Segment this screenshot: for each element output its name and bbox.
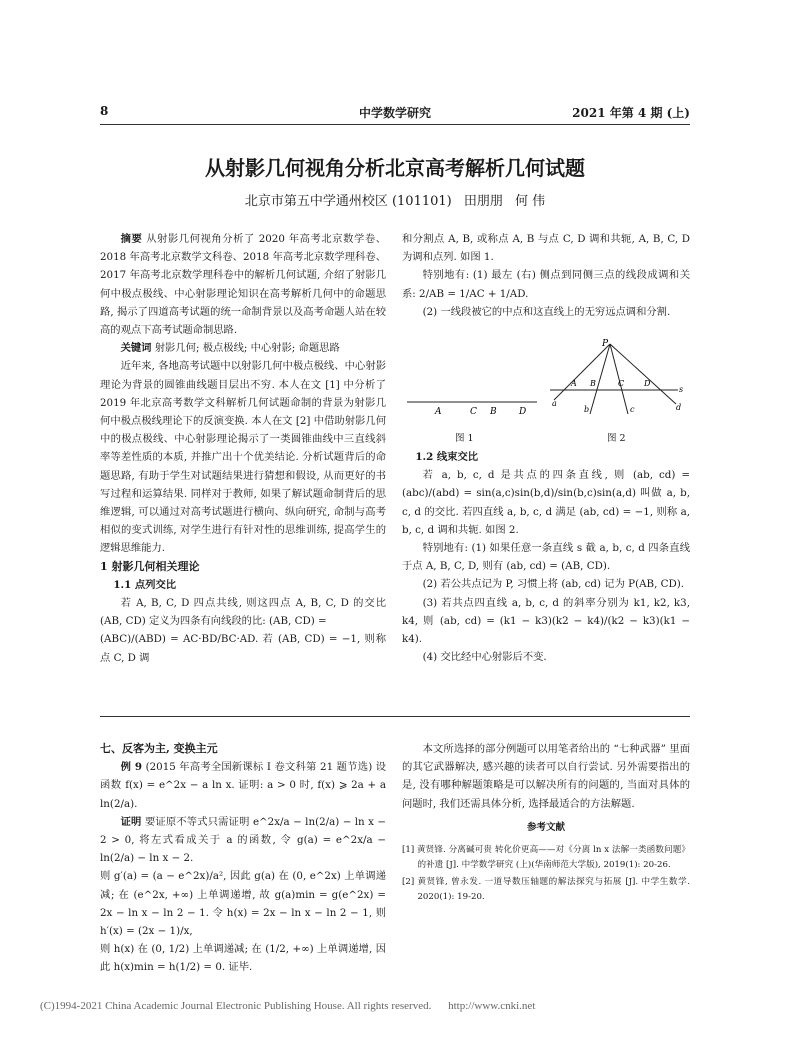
- proof-1: [100, 813, 386, 868]
- journal-name: 中学数学研究: [358, 106, 431, 120]
- fig1-label-a: A: [435, 407, 442, 417]
- figure-2-caption: 图 2: [607, 433, 626, 444]
- keywords: [100, 339, 386, 357]
- right-column: [402, 230, 690, 321]
- author-2: 何 伟: [515, 194, 546, 209]
- abstract-text: 从射影几何视角分析了 2020 年高考北京数学卷、2018 年高考北京数学文科卷、2018 年高考北京数学理科卷、2017 年高考北京数学理科卷中的解析几何试题, 介绍了射影几何中极点极线、中心射影理论知识在高考解析几何中的命题思路, 揭示了四道高考试题的统一命制背景以及高考命题人站在较高的观点下高考试题命制思路.: [100, 233, 386, 337]
- references-list: [402, 843, 690, 905]
- pencil-special-4: (4) 交比经中心射影后不变.: [422, 651, 547, 664]
- subsection-heading-2: 1.2 线束交比: [415, 451, 479, 463]
- closing-paragraph: 本文所选择的部分例题可以用笔者给出的 “七种武器” 里面的其它武器解决, 感兴趣的读者可以自行尝试. 另外需要指出的是, 没有哪种解题策略是可以解决所有的问题的, 当面对具体的问题时, 我们还需具体分析, 选择最适合的方法解题.: [402, 743, 690, 810]
- left-column: [100, 230, 386, 667]
- fig2-label-p: P: [602, 339, 609, 349]
- cross-ratio-definition: 若 A, B, C, D 四点共线, 则这四点 A, B, C, D 的交比 (AB, CD) 定义为四条有向线段的比: (AB, CD) =: [100, 597, 386, 628]
- example-text: (2015 年高考全国新课标 I 卷文科第 21 题节选) 设函数 f(x) = e^2x − a ln x. 证明: a > 0 时, f(x) ⩾ 2a + a ln(2/a).: [100, 761, 387, 810]
- harmonic-definition: 和分割点 A, B, 或称点 A, B 与点 C, D 调和共轭, A, B, C, D 为调和点列. 如图 1.: [402, 233, 690, 264]
- keywords-text: 射影几何; 极点极线; 中心射影; 命题思路: [154, 342, 340, 355]
- fig2-label-line-b: b: [584, 405, 590, 414]
- lower-right-column: [402, 740, 690, 907]
- section-heading: 1 射影几何相关理论: [100, 559, 200, 573]
- cross-ratio-formula: (ABC)/(ABD) = AC·BD/BC·AD. 若 (AB, CD) = −1, 则称点 C, D 调: [100, 633, 386, 664]
- section-divider: [100, 716, 690, 717]
- reference-item: [1] 黄贤锋. 分离碱可贵 转化价更高——对《分离 ln x 法解一类函数问题》的补遗 [J]. 中学数学研究 (上)(华南师范大学版), 2019(1): 20-26.: [402, 845, 690, 871]
- special-case-1: 特别地有: (1) 最左 (右) 侧点到同侧三点的线段成调和关系: 2/AB = 1/AC + 1/AD.: [402, 269, 690, 300]
- fig1-label-b: B: [490, 407, 497, 417]
- affiliation: 北京市第五中学通州校区 (101101): [244, 194, 452, 209]
- pencil-special-2: (2) 若公共点记为 P, 习惯上将 (ab, cd) 记为 P(AB, CD).: [422, 578, 685, 591]
- page-number: 8: [100, 104, 109, 118]
- proof-text-1: 要证原不等式只需证明 e^2x/a − ln(2/a) − ln x − 2 > 0, 将左式看成关于 a 的函数, 令 g(a) = e^2x/a − ln(2/a) − ln x − 2.: [100, 815, 386, 865]
- fig2-label-line-c: c: [630, 405, 635, 414]
- intro-paragraph: 近年来, 各地高考试题中以射影几何中极点极线、中心射影理论为背景的圆锥曲线题目层出不穷. 本人在文 [1] 中分析了 2019 年北京高考数学文科解析几何试题命制的背景为射影几何中极点极线理论下的反演变换. 本人在文 [2] 中借助射影几何中的极点极线、中心射影理论揭示了一类圆锥曲线中三直线斜率等差性质的本质, 并推广出十个优美结论. 分析试题背后的命题思路, 有助于学生对试题结果进行猜想和假设, 从而更好的书写过程和运算结果. 同样对于教师, 如果了解试题命制背后的思维逻辑, 可以通过对高考试题进行横向、纵向研究, 命制与高考相似的变式训练, 对学生进行有针对性的思维训练, 提高学生的逻辑思维能力.: [100, 360, 386, 555]
- fig2-label-b: B: [590, 379, 596, 388]
- cnki-link[interactable]: http://www.cnki.net: [448, 1000, 536, 1012]
- lower-section-heading: 七、反客为主, 变换主元: [100, 742, 218, 755]
- fig2-label-line-a: a: [552, 399, 557, 408]
- fig2-label-c: C: [618, 379, 625, 388]
- subsection-heading: 1.1 点列交比: [113, 578, 177, 591]
- keywords-label: 关键词: [120, 342, 152, 355]
- pencil-special-1: 特别地有: (1) 如果任意一条直线 s 截 a, b, c, d 四条直线于点 A, B, C, D, 则有 (ab, cd) = (AB, CD).: [402, 542, 690, 573]
- reference-item: [2] 黄贤锋, 曾永发. 一道导数压轴题的解法探究与拓展 [J]. 中学生数学. 2020(1): 19-20.: [402, 877, 690, 903]
- fig2-label-line-d: d: [676, 403, 682, 412]
- copyright-text: (C)1994-2021 China Academic Journal Electronic Publishing House. All rights reserved.: [40, 1000, 432, 1012]
- pencil-special-3: (3) 若共点四直线 a, b, c, d 的斜率分别为 k1, k2, k3, k4, 则 (ab, cd) = (k1 − k3)(k2 − k4)/(k2 − k3)(k1 − k4).: [402, 596, 690, 646]
- running-head: [100, 104, 690, 122]
- abstract-label: 摘要: [120, 233, 143, 245]
- example-9: [100, 758, 386, 813]
- fig2-label-a: A: [571, 379, 577, 388]
- footer: [40, 1000, 760, 1012]
- fig2-label-d: D: [644, 379, 651, 388]
- fig2-label-s: s: [679, 385, 684, 394]
- right-column-lower: [402, 448, 690, 666]
- abstract: [100, 230, 386, 339]
- example-label: 例 9: [120, 761, 143, 774]
- proof-label: 证明: [120, 815, 142, 828]
- fig1-label-c: C: [470, 407, 477, 417]
- figure-1-caption: 图 1: [455, 433, 474, 444]
- proof-2: 则 g′(a) = (a − e^2x)/a², 因此 g(a) 在 (0, e^2x) 上单调递减; 在 (e^2x, +∞) 上单调递增, 故 g(a)min = g(e^2x) = 2x − ln x − ln 2 − 1. 令 h(x) = 2x − ln x − ln 2 − 1, 则 h′(x) = (2x − 1)/x,: [100, 870, 386, 938]
- fig1-label-d: D: [519, 407, 527, 417]
- figure-2: [548, 338, 688, 418]
- special-case-2: (2) 一线段被它的中点和这直线上的无穷远点调和分割.: [422, 305, 671, 318]
- article-title: 从射影几何视角分析北京高考解析几何试题: [205, 156, 585, 180]
- references-title: 参考文献: [526, 821, 565, 833]
- author-line: [100, 190, 690, 209]
- issue-label: 2021 年第 4 期 (上): [572, 106, 690, 120]
- lower-left-column: [100, 740, 386, 977]
- proof-3: 则 h(x) 在 (0, 1/2) 上单调递减; 在 (1/2, +∞) 上单调递增, 因此 h(x)min = h(1/2) = 0. 证毕.: [100, 943, 386, 974]
- pencil-cross-ratio: 若 a, b, c, d 是共点的四条直线, 则 (ab, cd) = (abc)/(abd) = sin(a,c)sin(b,d)/sin(b,c)sin(a,d) 叫做 a, b, c, d 的交比. 若四直线 a, b, c, d 满足 (ab, cd) = −1, 则称 a, b, c, d 调和共轭. 如图 2.: [402, 469, 690, 536]
- header-rule: [100, 124, 690, 125]
- author-1: 田朋朋: [463, 194, 503, 209]
